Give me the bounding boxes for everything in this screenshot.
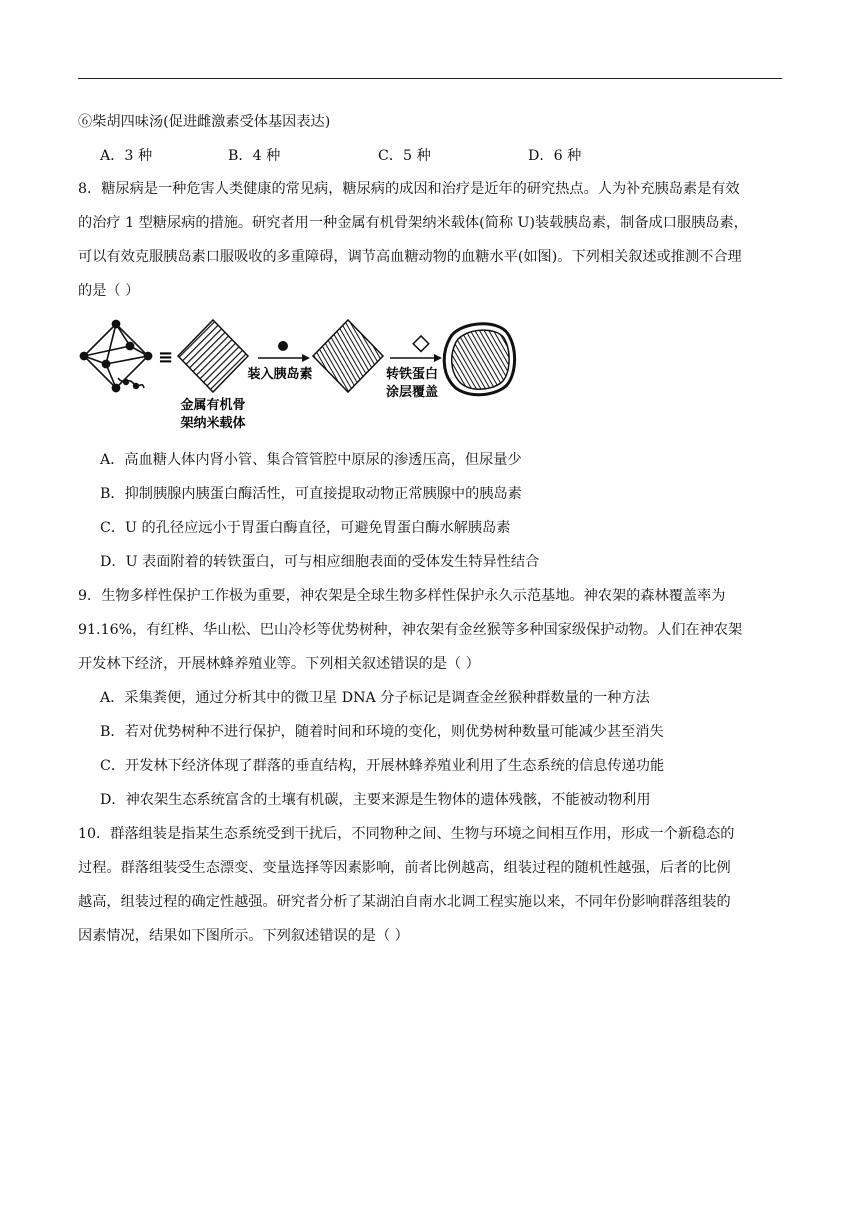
coated-particle-icon [444, 324, 514, 395]
q9-option-c[interactable]: C．开发林下经济体现了群落的垂直结构，开展林蜂养殖业利用了生态系统的信息传递功能 [100, 758, 665, 774]
q9-stem-line-3: 开发林下经济，开展林蜂养殖业等。下列相关叙述错误的是（ ） [78, 656, 480, 672]
loaded-carrier-icon [313, 320, 383, 392]
header-rule [78, 78, 782, 79]
q7-option-a[interactable]: A．3 种 [100, 148, 153, 164]
carrier-label-line-2: 架纳米载体 [180, 416, 246, 431]
q9-stem-line-2: 91.16%，有红桦、华山松、巴山冷杉等优势树种，神农架有金丝猴等多种国家级保护动物。人们在神农架 [78, 622, 743, 638]
q8-figure [78, 316, 518, 436]
q7-option-b[interactable]: B．4 种 [228, 148, 281, 164]
arrow-load-head-icon [302, 354, 310, 362]
q8-stem-line-4: 的是（ ） [78, 283, 140, 299]
q9-stem-line-1: 9．生物多样性保护工作极为重要，神农架是全球生物多样性保护永久示范基地。神农架的森林覆盖率为 [78, 588, 726, 604]
q8-option-d[interactable]: D．U 表面附着的转铁蛋白，可与相应细胞表面的受体发生特异性结合 [100, 554, 540, 570]
q7-item-6: ⑥柴胡四味汤(促进雌激素受体基因表达) [78, 114, 331, 130]
q10-stem-line-4: 因素情况，结果如下图所示。下列叙述错误的是（ ） [78, 928, 409, 944]
q9-option-b[interactable]: B．若对优势树种不进行保护，随着时间和环境的变化，则优势树种数量可能减少甚至消失 [100, 724, 664, 740]
coat-label-line-2: 涂层覆盖 [385, 385, 439, 400]
mof-octahedron-icon [80, 320, 151, 391]
load-insulin-label: 装入胰岛素 [247, 367, 313, 382]
q10-stem-line-3: 越高，组装过程的确定性越强。研究者分析了某湖泊自南水北调工程实施以来，不同年份影响群落组装的 [78, 894, 731, 910]
q8-option-c[interactable]: C．U 的孔径应远小于胃蛋白酶直径，可避免胃蛋白酶水解胰岛素 [100, 520, 511, 536]
q8-stem-line-3: 可以有效克服胰岛素口服吸收的多重障碍，调节高血糖动物的血糖水平(如图)。下列相关叙述或推测不合理 [78, 249, 742, 265]
transferrin-icon [413, 336, 429, 352]
q7-option-d[interactable]: D．6 种 [528, 148, 582, 164]
q8-figure-svg [78, 316, 518, 436]
mof-carrier-icon [178, 320, 248, 392]
q8-stem-line-2: 的治疗 1 型糖尿病的措施。研究者用一种金属有机骨架纳米载体(简称 U)装载胰岛素，制备成口服胰岛素， [78, 215, 748, 231]
equals-sign: ≡ [158, 347, 174, 368]
arrow-coat-head-icon [434, 354, 442, 362]
insulin-molecule-icon [278, 341, 288, 351]
q10-stem-line-2: 过程。群落组装受生态漂变、变量选择等因素影响，前者比例越高，组装过程的随机性越强，后者的比例 [78, 860, 731, 876]
carrier-label-line-1: 金属有机骨 [180, 398, 246, 413]
q7-options [100, 145, 700, 165]
q8-option-b[interactable]: B．抑制胰腺内胰蛋白酶活性，可直接提取动物正常胰腺中的胰岛素 [100, 486, 522, 502]
coat-label-line-1: 转铁蛋白 [385, 367, 439, 382]
q8-stem-line-1: 8．糖尿病是一种危害人类健康的常见病，糖尿病的成因和治疗是近年的研究热点。人为补充胰岛素是有效 [78, 181, 740, 197]
q9-option-d[interactable]: D．神农架生态系统富含的土壤有机碳，主要来源是生物体的遗体残骸，不能被动物利用 [100, 792, 651, 808]
q8-option-a[interactable]: A．高血糖人体内肾小管、集合管管腔中原尿的渗透压高，但尿量少 [100, 452, 522, 468]
q9-option-a[interactable]: A．采集粪便，通过分析其中的微卫星 DNA 分子标记是调查金丝猴种群数量的一种方法 [100, 690, 650, 706]
q7-option-c[interactable]: C．5 种 [378, 148, 431, 164]
q10-stem-line-1: 10．群落组装是指某生态系统受到干扰后，不同物种之间、生物与环境之间相互作用，形成一个新稳态的 [78, 826, 735, 842]
